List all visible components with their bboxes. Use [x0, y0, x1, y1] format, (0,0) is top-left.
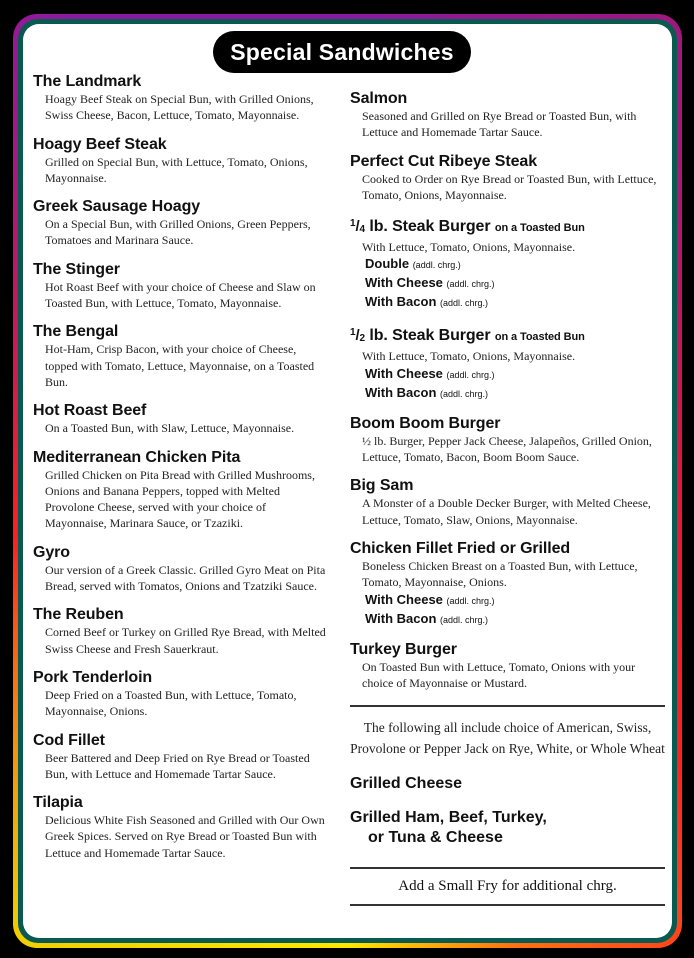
menu-item-boom-boom: [350, 414, 665, 466]
option-note: (addl. chrg.): [446, 279, 495, 290]
item-desc: Delicious White Fish Seasoned and Grilled with Our Own Greek Spices. Served on Rye Bread or Toasted Bun with Lettuce and Homemade Tartar Sauce.: [45, 813, 325, 860]
item-name: Boom Boom Burger: [350, 414, 501, 432]
grilled-cheese: Grilled Cheese: [350, 775, 463, 793]
option-label: With Cheese: [365, 591, 443, 607]
menu-item: [33, 793, 333, 861]
grilled-ham-combo: [350, 808, 665, 848]
item-desc: Our version of a Greek Classic. Grilled Gyro Meat on Pita Bread, served with Tomatos, Onions and Tzatziki Sauce.: [45, 562, 326, 594]
divider: [350, 904, 665, 906]
fraction-numerator: 1: [350, 327, 356, 339]
menu-item: [33, 401, 333, 436]
option-note: (addl. chrg.): [440, 298, 489, 309]
option-label: With Bacon: [365, 294, 437, 310]
option-note: (addl. chrg.): [440, 388, 489, 399]
menu-item: [33, 731, 333, 783]
item-name: Gyro: [33, 543, 70, 561]
item-name-text: lb. Steak Burger: [369, 327, 491, 345]
item-name: Hoagy Beef Steak: [33, 135, 167, 153]
menu-item-quarter-burger: [350, 214, 665, 312]
grilled-ham-line: or Tuna & Cheese: [368, 829, 503, 847]
item-desc: Grilled on Special Bun, with Lettuce, Tomato, Onions, Mayonnaise.: [45, 154, 308, 185]
option-note: (addl. chrg.): [446, 595, 495, 606]
item-desc: On a Special Bun, with Grilled Onions, Green Peppers, Tomatoes and Marinara Sauce.: [45, 217, 311, 248]
item-desc: ½ lb. Burger, Pepper Jack Cheese, Jalapeños, Grilled Onion, Lettuce, Tomato, Bacon, Boom Boom Sauce.: [362, 433, 652, 465]
item-name: Greek Sausage Hoagy: [33, 198, 201, 216]
item-name: Pork Tenderloin: [33, 668, 153, 686]
divider: [350, 705, 665, 707]
menu-item: [33, 448, 333, 532]
cheese-note: [350, 717, 665, 759]
cheese-note-line: Provolone or Pepper Jack on Rye, White, or Whole Wheat: [350, 741, 665, 757]
item-name: Turkey Burger: [350, 640, 457, 658]
item-name: The Stinger: [33, 260, 120, 278]
option: [350, 255, 665, 274]
item-desc: Hot Roast Beef with your choice of Cheese and Slaw on Toasted Bun, with Lettuce, Tomato, Mayonnaise.: [45, 279, 316, 311]
fraction-denominator: 4: [359, 224, 366, 236]
option: [350, 274, 665, 293]
item-name: Big Sam: [350, 477, 414, 495]
menu-item-ribeye: [350, 152, 665, 204]
item-desc: A Monster of a Double Decker Burger, with Melted Cheese, Lettuce, Tomato, Slaw, Onions, Mayonnaise.: [362, 496, 651, 527]
item-desc: Deep Fried on a Toasted Bun, with Lettuce, Tomato, Mayonnaise, Onions.: [45, 687, 297, 719]
option-note: (addl. chrg.): [440, 614, 489, 625]
option-note: (addl. chrg.): [412, 260, 461, 271]
option-label: Double: [365, 256, 410, 272]
menu-item: [33, 260, 333, 312]
item-name: Hot Roast Beef: [33, 402, 147, 420]
menu-item: [33, 668, 333, 720]
item-name: Salmon: [350, 90, 408, 107]
item-desc: On Toasted Bun with Lettuce, Tomato, Onions with your choice of Mayonnaise or Mustard.: [362, 659, 636, 690]
option-label: With Bacon: [365, 610, 437, 626]
menu-item: [33, 135, 333, 187]
item-name: The Bengal: [33, 323, 119, 341]
menu-item-turkey: [350, 640, 665, 692]
item-name: The Landmark: [33, 73, 142, 90]
page-title: Special Sandwiches: [213, 31, 471, 73]
menu-item: [33, 322, 333, 390]
menu-item-salmon: [350, 89, 665, 141]
fry-note: Add a Small Fry for additional chrg.: [398, 878, 617, 895]
item-name-suffix: on a Toasted Bun: [494, 222, 585, 235]
item-name-suffix: on a Toasted Bun: [494, 331, 585, 344]
menu-item-chicken: [350, 539, 665, 629]
menu-item: [33, 605, 333, 657]
item-desc: Cooked to Order on Rye Bread or Toasted Bun, with Lettuce, Tomato, Onions, Mayonnaise.: [362, 171, 657, 202]
item-name: Mediterranean Chicken Pita: [33, 448, 241, 466]
item-name-text: lb. Steak Burger: [369, 218, 491, 236]
option-label: With Cheese: [365, 365, 443, 381]
menu-item-half-burger: [350, 323, 665, 402]
fraction: $^1/_4$: [350, 218, 366, 236]
item-name: The Reuben: [33, 606, 124, 624]
menu-item: [33, 543, 333, 595]
menu-item: [33, 197, 333, 249]
item-desc: Boneless Chicken Breast on a Toasted Bun, with Lettuce, Tomato, Mayonnaise, Onions.: [362, 558, 638, 590]
option: [350, 365, 665, 384]
item-desc: Beer Battered and Deep Fried on Rye Bread or Toasted Bun, with Lettuce and Homemade Tartar Sauce.: [45, 750, 310, 781]
fraction: $^1/_2$: [350, 327, 366, 345]
fraction-denominator: 2: [359, 333, 366, 345]
option: [350, 591, 665, 610]
grilled-ham-line: Grilled Ham, Beef, Turkey,: [350, 809, 547, 827]
option-label: With Bacon: [365, 384, 437, 400]
option: [350, 610, 665, 629]
item-desc: On a Toasted Bun, with Slaw, Lettuce, Mayonnaise.: [45, 421, 295, 436]
item-name: Perfect Cut Ribeye Steak: [350, 152, 538, 170]
item-desc: Seasoned and Grilled on Rye Bread or Toasted Bun, with Lettuce and Homemade Tartar Sauce.: [362, 109, 637, 140]
item-name: [350, 323, 665, 348]
item-desc: With Lettuce, Tomato, Onions, Mayonnaise.: [362, 349, 576, 364]
cheese-note-line: The following all include choice of American, Swiss,: [363, 720, 652, 736]
item-name: Tilapia: [33, 794, 83, 812]
item-desc: Grilled Chicken on Pita Bread with Grilled Mushrooms, Onions and Banana Peppers, topped with Melted Provolone Cheese, served with your choice of Mayonnaise, Marinara Sauce, or Tzaziki.: [45, 467, 315, 531]
option-note: (addl. chrg.): [446, 369, 495, 380]
item-name: Cod Fillet: [33, 731, 105, 749]
option-label: With Cheese: [365, 275, 443, 291]
item-name: Chicken Fillet Fried or Grilled: [350, 539, 571, 557]
item-desc: Corned Beef or Turkey on Grilled Rye Bread, with Melted Swiss Cheese and Fresh Sauerkraut.: [45, 625, 326, 656]
menu-item: [33, 72, 333, 124]
fraction-numerator: 1: [350, 218, 356, 230]
item-desc: With Lettuce, Tomato, Onions, Mayonnaise.: [362, 240, 576, 255]
right-column: [350, 89, 665, 906]
item-desc: Hot-Ham, Crisp Bacon, with your choice of Cheese, topped with Tomato, Lettuce, Mayonnaise, on a Toasted Bun.: [45, 342, 315, 389]
divider: [350, 867, 665, 869]
menu-item-big-sam: [350, 476, 665, 528]
option: [350, 384, 665, 403]
item-name: [350, 214, 665, 239]
item-desc: Hoagy Beef Steak on Special Bun, with Grilled Onions, Swiss Cheese, Bacon, Lettuce, Tomato, Mayonnaise.: [45, 92, 314, 123]
option: [350, 293, 665, 312]
left-column: [33, 72, 333, 872]
